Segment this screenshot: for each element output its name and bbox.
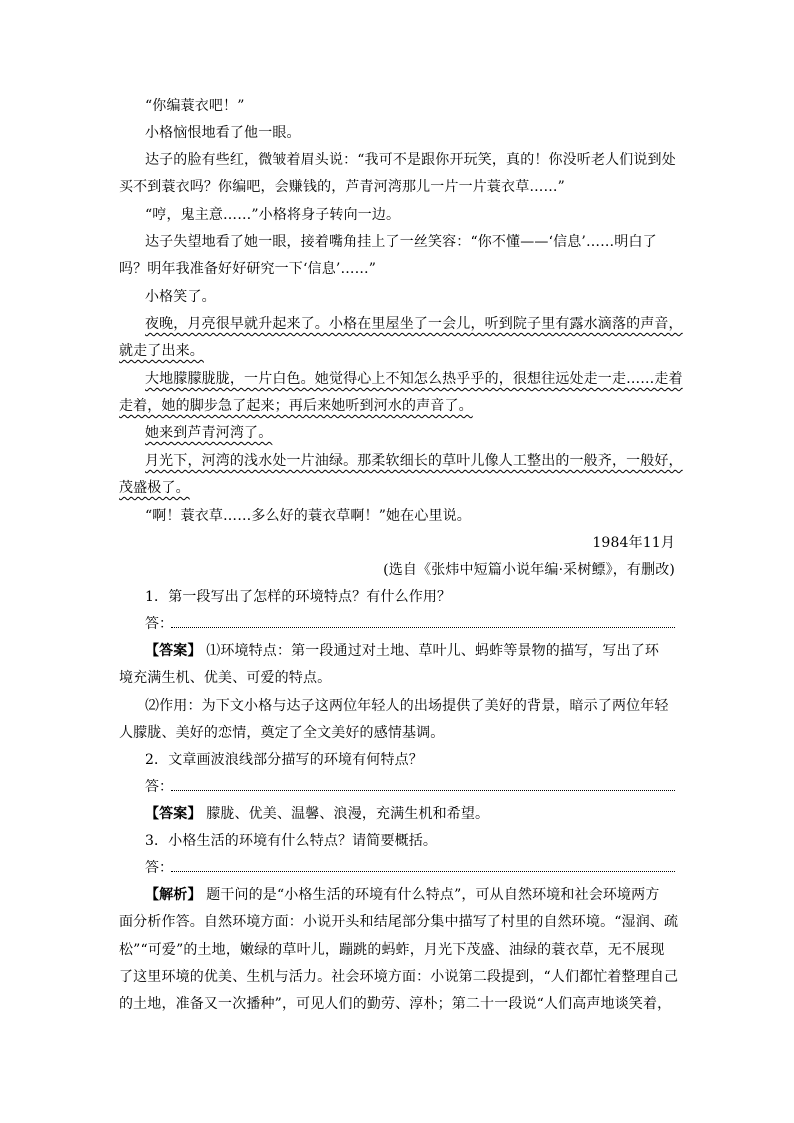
analysis-line-5: 的土地，准备又一次播种”，可见人们的勤劳、淳朴；第二十一段说“人们高声地谈笑着，	[119, 996, 672, 1012]
analysis-line-3: 松”“可爱”的土地，嫩绿的草叶儿，蹦跳的蚂蚱，月光下茂盛、油绿的蓑衣草，无不展现	[119, 942, 665, 958]
paragraph-dialogue-1: “你编蓑衣吧！”	[145, 98, 245, 114]
analysis-text: 题干问的是“小格生活的环境有什么特点”，可从自然环境和社会环境两方	[201, 887, 660, 903]
answer-label: 答：	[145, 779, 173, 795]
answer-text: ⑴环境特点：第一段通过对土地、草叶儿、蚂蚱等景物的描写，写出了环	[201, 643, 660, 659]
analysis-line-4: 了这里环境的优美、生机与活力。社会环境方面：小说第二段提到，“人们都忙着整理自己	[119, 969, 679, 985]
dotted-answer-line	[171, 627, 675, 628]
paragraph-4: “哼，鬼主意……”小格将身子转向一边。	[145, 207, 401, 223]
answer-text: 朦胧、优美、温馨、浪漫，充满生机和希望。	[201, 806, 490, 822]
wavy-text: 她来到芦青河湾了。	[145, 425, 273, 441]
analysis-line-1	[145, 886, 675, 904]
paragraph-7: “啊！蓑衣草……多么好的蓑衣草啊！”她在心里说。	[145, 508, 471, 524]
wavy-text: 夜晚，月亮很早就升起来了。小格在里屋坐了一会儿，听到院子里有露水滴落的声音，	[145, 316, 683, 332]
wavy-paragraph-2-line-1	[145, 370, 683, 388]
paragraph-3-line-1: 达子的脸有些红，微皱着眉头说：“我可不是跟你开玩笑，真的！你没听老人们说到处	[145, 152, 676, 168]
paragraph-2: 小格恼恨地看了他一眼。	[145, 125, 301, 141]
wavy-text: 月光下，河湾的浅水处一片油绿。那柔软细长的草叶儿像人工整出的一般齐，一般好，	[145, 453, 683, 469]
answer-line-3	[145, 859, 675, 877]
wavy-text: 茂盛极了。	[119, 480, 190, 496]
answer-1-line-3: ⑵作用：为下文小格与达子这两位年轻人的出场提供了美好的背景，暗示了两位年轻	[145, 698, 669, 714]
answer-1-line-4: 人朦胧、美好的恋情，奠定了全文美好的感情基调。	[119, 725, 445, 741]
analysis-line-2: 面分析作答。自然环境方面：小说开头和结尾部分集中描写了村里的自然环境。“湿润、疏	[119, 914, 679, 930]
wavy-paragraph-2-line-2	[119, 397, 675, 415]
story-date: 1984年11月	[592, 535, 675, 551]
analysis-tag: 【解析】	[145, 887, 202, 903]
question-3: 3．小格生活的环境有什么特点？请简要概括。	[145, 833, 438, 849]
dotted-answer-line	[171, 871, 675, 872]
answer-line-2	[145, 778, 675, 796]
answer-label: 答：	[145, 616, 173, 632]
story-source: (选自《张炜中短篇小说年编·采树鳔》，有删改)	[383, 562, 675, 578]
wavy-text: 大地朦朦胧胧，一片白色。她觉得心上不知怎么热乎乎的，很想往远处走一走……走着	[145, 371, 683, 387]
paragraph-6: 小格笑了。	[145, 289, 216, 305]
wavy-text: 就走了出来。	[119, 343, 204, 359]
wavy-paragraph-4-line-2	[119, 479, 675, 497]
dotted-answer-line	[171, 790, 675, 791]
paragraph-5-line-1: 达子失望地看了她一眼，接着嘴角挂上了一丝笑容：“你不懂——‘信息’……明白了	[145, 234, 657, 250]
answer-2	[145, 805, 675, 823]
wavy-paragraph-4-line-1	[145, 452, 683, 470]
answer-tag: 【答案】	[145, 643, 202, 659]
question-1: 1．第一段写出了怎样的环境特点？有什么作用？	[145, 589, 452, 605]
question-2: 2．文章画波浪线部分描写的环境有何特点？	[145, 752, 423, 768]
answer-1-line-2: 境充满生机、优美、可爱的特点。	[119, 670, 332, 686]
wavy-paragraph-1-line-1	[145, 315, 683, 333]
paragraph-3-line-2: 买不到蓑衣吗？你编吧，会赚钱的，芦青河湾那儿一片一片蓑衣草……”	[119, 179, 565, 195]
wavy-paragraph-3	[145, 424, 675, 442]
wavy-paragraph-1-line-2	[119, 342, 675, 360]
answer-tag: 【答案】	[145, 806, 202, 822]
paragraph-5-line-2: 吗？明年我准备好好研究一下‘信息’……”	[119, 261, 377, 277]
wavy-text: 走着，她的脚步急了起来；再后来她听到河水的声音了。	[119, 398, 473, 414]
answer-line-1	[145, 615, 675, 633]
answer-1-line-1	[145, 642, 675, 660]
answer-label: 答：	[145, 860, 173, 876]
